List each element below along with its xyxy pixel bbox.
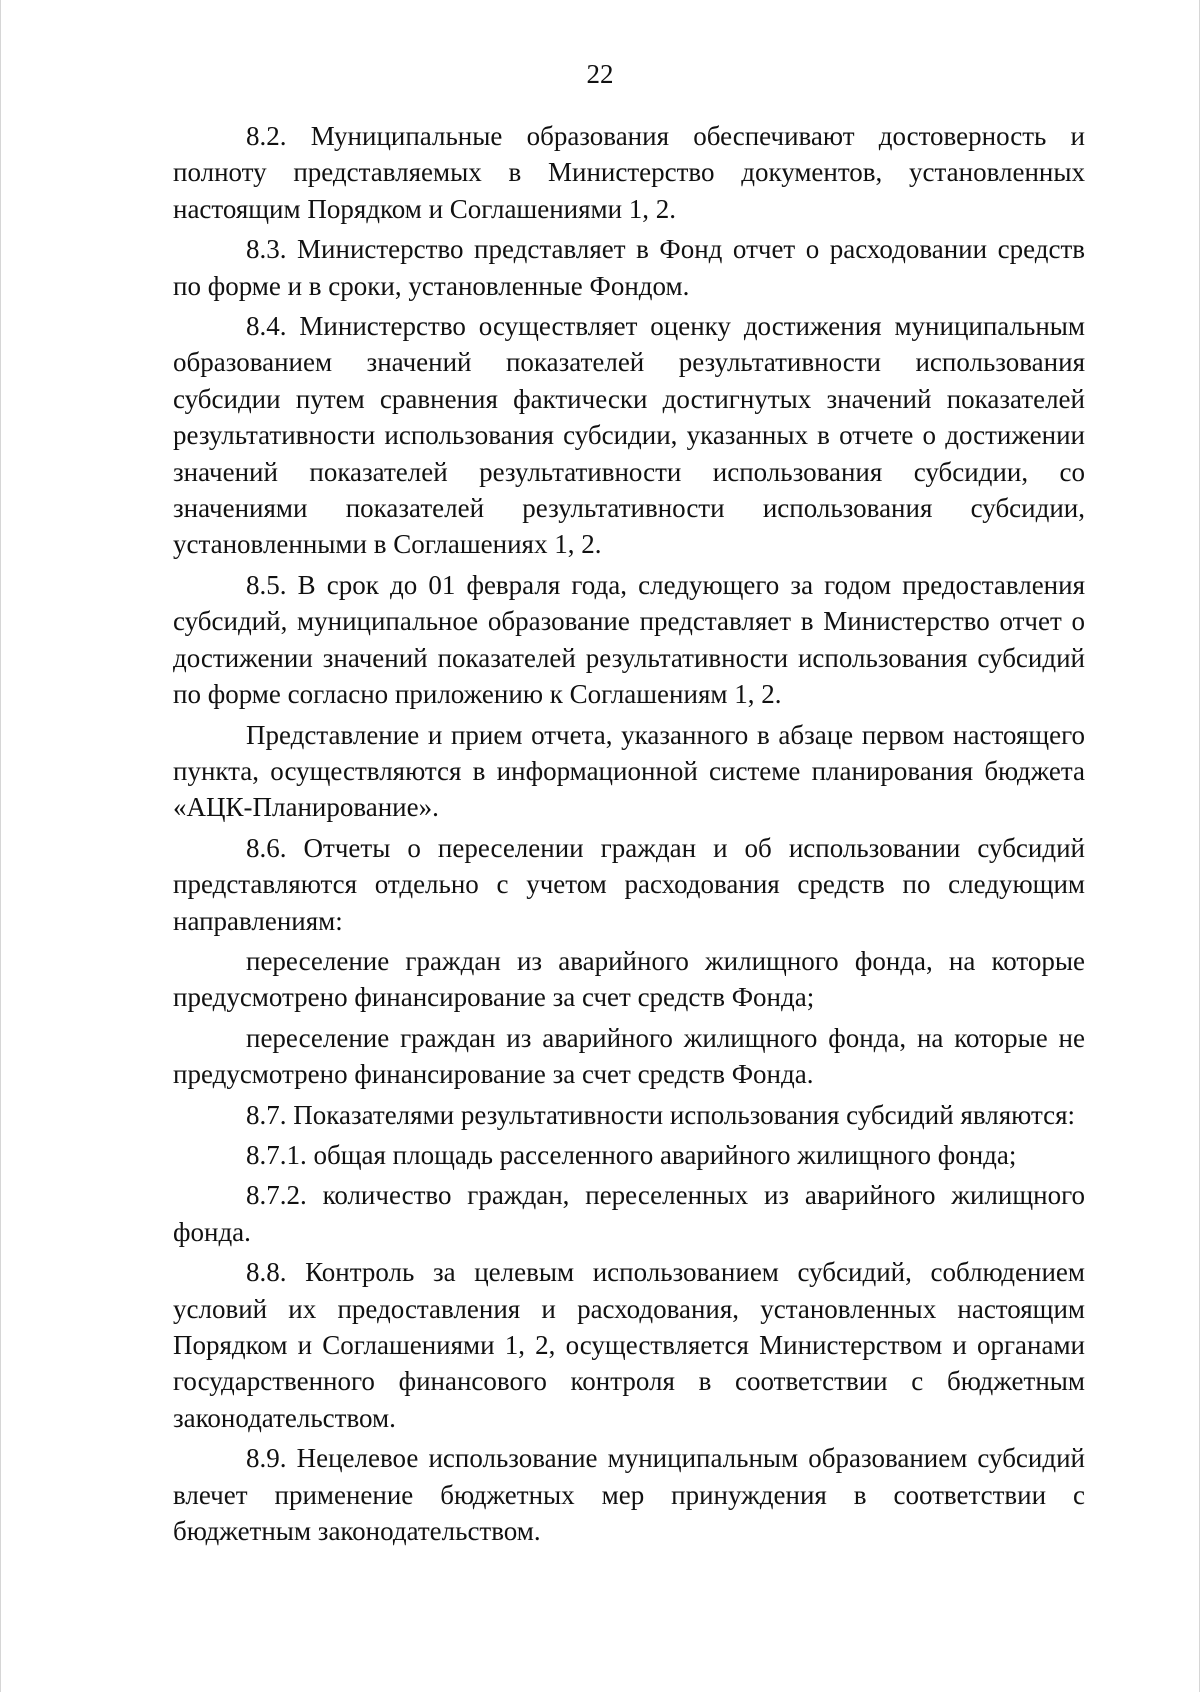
paragraph-8-6: 8.6. Отчеты о переселении граждан и об использовании субсидий представляются отдельно с учетом расходования средств по следующим направлениям:: [173, 832, 1085, 936]
scan-edge-left: [0, 0, 1, 1692]
paragraph-8-4: 8.4. Министерство осуществляет оценку достижения муниципальным образованием значений показателей результативности использования субсидии путем сравнения фактически достигнутых значений показателей результативности использования субсидии, указанных в отчете о достижении значений показателей результативности использования субсидии, со значениями показателей результативности использования субсидии, установленными в Соглашениях 1, 2.: [173, 311, 1085, 560]
paragraph-8-6-direction-1: переселение граждан из аварийного жилищного фонда, на которые предусмотрено финансирование за счет средств Фонда;: [173, 945, 1085, 1013]
paragraph-8-8: 8.8. Контроль за целевым использованием субсидий, соблюдением условий их предоставления и расходования, установленных настоящим Порядком и Соглашениями 1, 2, осуществляется Министерством и органами государственного финансового контроля в соответствии с бюджетным законодательством.: [173, 1257, 1085, 1433]
paragraph-8-5: 8.5. В срок до 01 февраля года, следующего за годом предоставления субсидий, муниципальное образование представляет в Министерство отчет о достижении значений показателей результативности использования субсидий по форме согласно приложению к Соглашениям 1, 2.: [173, 569, 1085, 710]
paragraph-8-7-2: 8.7.2. количество граждан, переселенных из аварийного жилищного фонда.: [173, 1180, 1085, 1247]
paragraph-8-7: 8.7. Показателями результативности использования субсидий являются:: [246, 1099, 1075, 1130]
paragraph-8-3: 8.3. Министерство представляет в Фонд отчет о расходовании средств по форме и в сроки, установленные Фондом.: [173, 234, 1085, 301]
document-body: [173, 118, 1085, 1549]
paragraph-8-6-direction-2: переселение граждан из аварийного жилищного фонда, на которые не предусмотрено финансирование за счет средств Фонда.: [173, 1022, 1085, 1090]
paragraph-8-5-reporting-system: Представление и прием отчета, указанного в абзаце первом настоящего пункта, осуществляются в информационной системе планирования бюджета «АЦК-Планирование».: [173, 719, 1085, 823]
paragraph-8-9: 8.9. Нецелевое использование муниципальным образованием субсидий влечет применение бюджетных мер принуждения в соответствии с бюджетным законодательством.: [173, 1443, 1085, 1547]
paragraph-8-7-1: 8.7.1. общая площадь расселенного аварийного жилищного фонда;: [246, 1139, 1017, 1170]
page-number: 22: [586, 59, 614, 89]
paragraph-8-2: 8.2. Муниципальные образования обеспечивают достоверность и полноту представляемых в Министерство документов, установленных настоящим Порядком и Соглашениями 1, 2.: [173, 121, 1085, 224]
